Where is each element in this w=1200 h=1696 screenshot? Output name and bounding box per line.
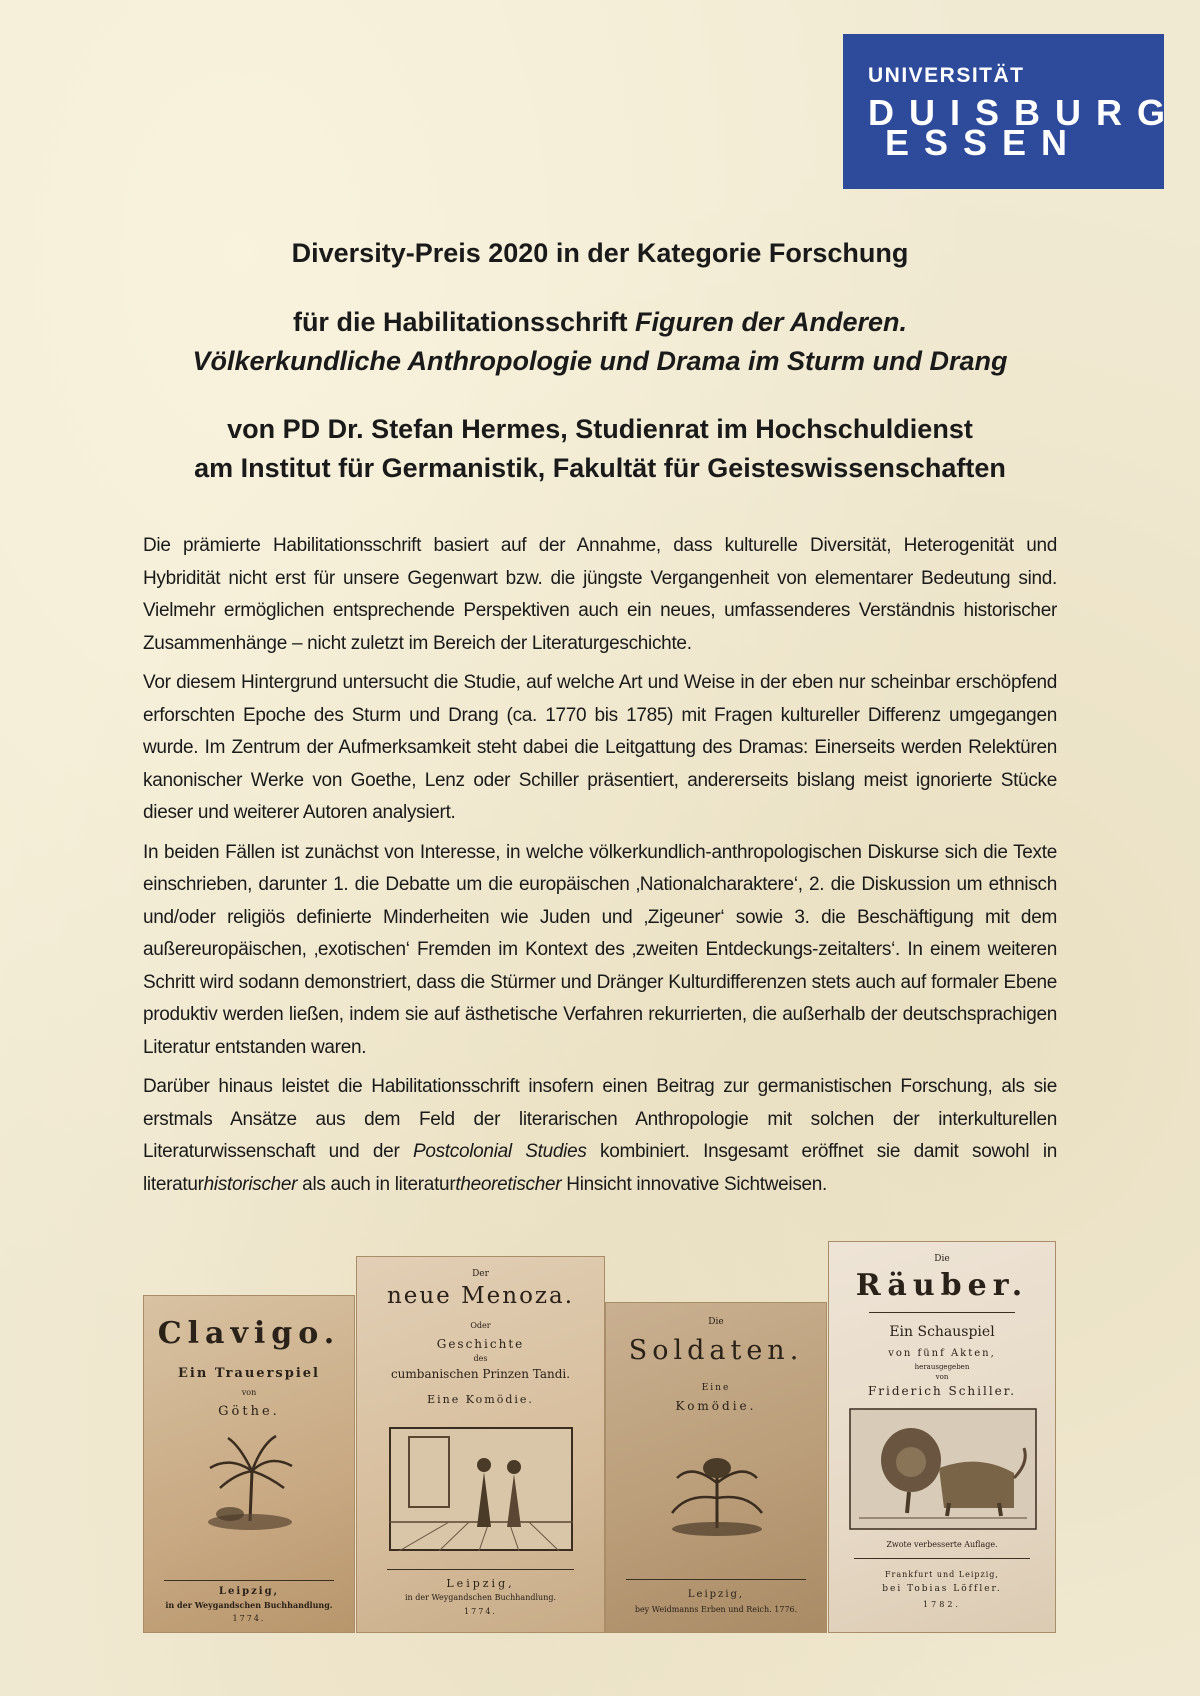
paragraph-4-part: als auch in literatur <box>297 1173 456 1195</box>
paragraph-4 <box>143 1071 1057 1201</box>
book-genre: Ein Schauspiel <box>889 1324 995 1340</box>
book-place: Leipzig, <box>446 1577 515 1590</box>
book-line3: von <box>935 1373 949 1381</box>
logo-line-essen: ESSEN <box>885 122 1083 163</box>
book-cover-clavigo <box>143 1295 355 1633</box>
paragraph-4-italic: theoretischer <box>455 1173 562 1195</box>
award-title: Diversity-Preis 2020 in der Kategorie Forschung <box>291 238 909 268</box>
book-author: Göthe. <box>218 1404 280 1419</box>
book-year: 1774. <box>464 1607 497 1616</box>
book-cover-menoza <box>356 1256 605 1633</box>
paragraph-4-italic: historischer <box>203 1173 298 1195</box>
book-place: Leipzig, <box>687 1589 745 1600</box>
paragraph-3: In beiden Fällen ist zunächst von Interesse, in welche völkerkundlich-anthropologischen Diskurse sich die Texte einschrieben, darunter 1. die Debatte um die europäischen ‚Nationalcharaktere‘, 2. die Diskussion um ethnisch und/oder religiös definierte Minderheiten wie Juden und ‚Zigeuner‘ sowie 3. die Beschäftigung mit dem außereuropäischen, ‚exotischen‘ Fremden im Kontext des ‚zweiten Entdeckungs-zeitalters‘. In einem weiteren Schritt wird sodann demonstriert, dass die Stürmer und Dränger Kulturdifferenzen stets auch auf formaler Ebene produktiv werden ließen, indem sie auf ästhetische Verfahren rekurrierten, die außerhalb der deutschsprachigen Literatur entstanden waren. <box>143 841 1057 1058</box>
book-title: Soldaten. <box>628 1335 804 1366</box>
thesis-title <box>80 303 1120 381</box>
book-genre: Komödie. <box>675 1399 757 1413</box>
book-title: neue Menoza. <box>386 1283 575 1309</box>
book-place: Frankfurt und Leipzig, <box>885 1570 999 1579</box>
palm-vignette-illustration <box>200 1426 300 1531</box>
book-line3: cumbanischen Prinzen Tandi. <box>390 1367 571 1381</box>
author-line <box>80 410 1120 488</box>
university-logo <box>843 34 1181 189</box>
paragraph-4-part: Hinsicht innovative Sichtweisen. <box>561 1173 828 1195</box>
author-institute: am Institut für Germanistik, Fakultät für Geisteswissenschaften <box>194 453 1006 483</box>
book-year: 1782. <box>923 1600 961 1609</box>
trophy-vignette-illustration <box>657 1443 777 1538</box>
logo-line-duisburg: DUISBURG <box>868 92 1181 133</box>
book-author: Friderich Schiller. <box>867 1384 1017 1398</box>
interior-scene-illustration <box>389 1427 573 1551</box>
book-publisher: bey Weidmanns Erben und Reich. 1776. <box>634 1605 798 1614</box>
book-line2: herausgegeben <box>914 1363 970 1371</box>
paragraph-4-italic: Postcolonial Studies <box>412 1141 587 1162</box>
thesis-subtitle: Völkerkundliche Anthropologie und Drama im Sturm und Drang <box>192 346 1008 376</box>
paragraph-2: Vor diesem Hintergrund untersucht die Studie, auf welche Art und Weise in der eben nur scheinbar erschöpfend erforschten Epoche des Sturm und Drang (ca. 1770 bis 1785) mit Fragen kultureller Differenz umgegangen wurde. Im Zentrum der Aufmerksamkeit steht dabei die Leitgattung des Dramas: Einerseits werden Relektüren kanonischer Werke von Goethe, Lenz oder Schiller präsentiert, andererseits bislang meist ignorierte Stücke dieser und weiterer Autoren analysiert. <box>143 672 1057 823</box>
book-line1: von fünf Akten, <box>888 1348 996 1359</box>
book-von: von <box>241 1388 257 1397</box>
thesis-title-main: Figuren der Anderen. <box>635 307 908 337</box>
book-publisher: in der Weygandschen Buchhandlung. <box>404 1593 557 1602</box>
book-title: Räuber. <box>855 1268 1029 1303</box>
paragraph-1: Die prämierte Habilitationsschrift basiert auf der Annahme, dass kulturelle Diversität, Heterogenität und Hybridität nicht erst für unsere Gegenwart bzw. die jüngste Vergangenheit von elementarer Bedeutung sind. Vielmehr ermöglichen entsprechende Perspektiven auch ein neues, umfassenderes Verständnis historischer Zusammenhänge – nicht zuletzt im Bereich der Literaturgeschichte. <box>143 535 1057 654</box>
book-die: Die <box>934 1254 950 1264</box>
paragraph-4-part: kombiniert. Insgesamt eröffnet sie damit sowohl in literatur <box>143 1141 1058 1195</box>
book-line2: des <box>473 1354 488 1363</box>
paragraph-4-part: Darüber hinaus leistet die Habilitationsschrift insofern einen Beitrag zur germanistischen Forschung, als sie erstmals Ansätze aus dem Feld der literarischen Anthropologie mit solchen der interkulturellen Literaturwissenschaft und der <box>143 1076 1057 1162</box>
book-publisher: bei Tobias Löffler. <box>882 1584 1002 1594</box>
thesis-title-prefix: für die Habilitationsschrift <box>292 307 635 337</box>
book-cover-soldaten <box>605 1302 827 1633</box>
book-title: Clavigo. <box>157 1316 341 1351</box>
logo-line-universitaet: UNIVERSITÄT <box>868 64 1025 87</box>
book-line1: Geschichte <box>436 1337 525 1351</box>
book-der: Der <box>472 1269 489 1279</box>
lion-illustration <box>849 1408 1037 1530</box>
book-subtitle: Ein Trauerspiel <box>178 1366 320 1381</box>
book-genre: Eine Komödie. <box>427 1393 534 1406</box>
book-publisher: in der Weygandschen Buchhandlung. <box>165 1600 333 1610</box>
book-year: 1774. <box>232 1614 266 1623</box>
book-oder: Oder <box>470 1321 491 1330</box>
author-name: von PD Dr. Stefan Hermes, Studienrat im Hochschuldienst <box>227 414 973 444</box>
book-eine: Eine <box>701 1383 731 1393</box>
book-edition: Zwote verbesserte Auflage. <box>886 1540 998 1549</box>
body-text <box>143 530 1057 1208</box>
book-die: Die <box>708 1317 724 1327</box>
book-place: Leipzig, <box>218 1586 280 1597</box>
book-cover-raeuber <box>828 1241 1056 1633</box>
